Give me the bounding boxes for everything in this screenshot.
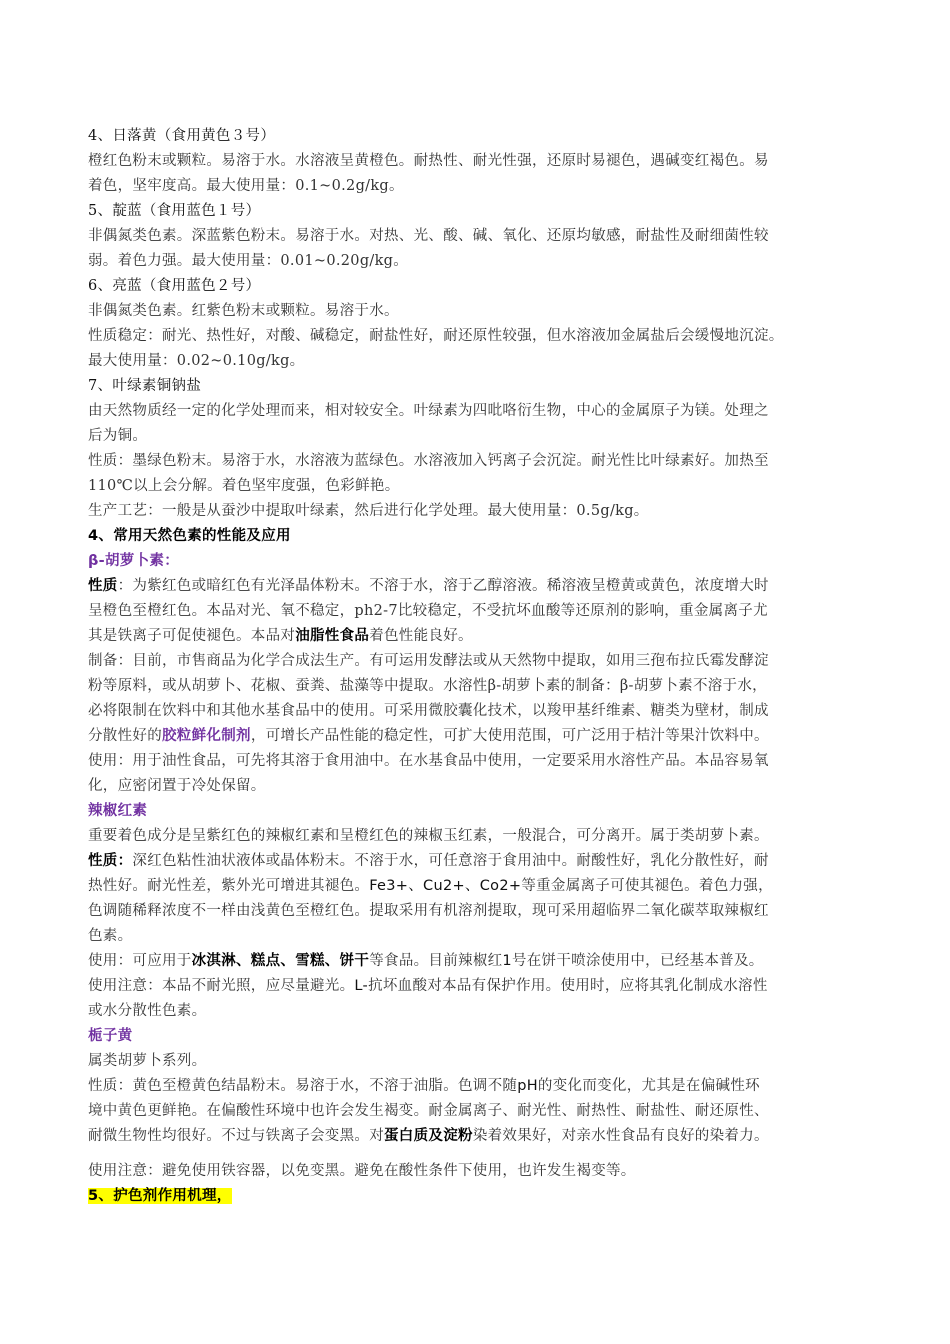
section-title-sunset-yellow: 4、日落黄（食用黄色３号） [88, 128, 276, 144]
paragraph-line: 橙红色粉末或颗粒。易溶于水。水溶液呈黄橙色。耐热性、耐光性强，还原时易褪色，遇碱变红褐色。易 [88, 153, 769, 169]
paragraph-line: 后为铜。 [88, 428, 148, 444]
paragraph-line: 110℃以上会分解。着色坚牢度强，色彩鲜艳。 [88, 478, 400, 494]
emphasis-text: 胶粒鲜化制剂 [162, 728, 251, 744]
spacer [88, 1149, 878, 1159]
paragraph-line: 其是铁离子可促使褪色。本品对油脂性食品着色性能良好。 [88, 628, 473, 644]
paragraph-line: 色调随稀释浓度不一样由浅黄色至橙红色。提取采用有机溶剂提取，现可采用超临界二氧化碳萃取辣椒红 [88, 903, 769, 919]
property-label: 性质 [88, 578, 118, 594]
subheading-capsanthin: 辣椒红素 [88, 803, 148, 819]
paragraph-line: 使用：用于油性食品，可先将其溶于食用油中。在水基食品中使用，一定要采用水溶性产品。本品容易氧 [88, 753, 769, 769]
paragraph-line: 必将限制在饮料中和其他水基食品中的使用。可采用微胶囊化技术，以羧甲基纤维素、糖类为壁材，制成 [88, 703, 769, 719]
paragraph-line: 重要着色成分是呈紫红色的辣椒红素和呈橙红色的辣椒玉红素，一般混合，可分离开。属于类胡萝卜素。 [88, 828, 769, 844]
paragraph-line: 性质稳定：耐光、热性好，对酸、碱稳定，耐盐性好，耐还原性较强，但水溶液加金属盐后会缓慢地沉淀。 [88, 328, 784, 344]
section-title-chlorophyllin: 7、叶绿素铜钠盐 [88, 378, 202, 394]
section-title-brilliant-blue: 6、亮蓝（食用蓝色２号） [88, 278, 261, 294]
subheading-gardenia-yellow: 栀子黄 [88, 1028, 133, 1044]
section-title-indigo: 5、靛蓝（食用蓝色１号） [88, 203, 261, 219]
document-page [88, 124, 878, 1209]
paragraph-line: 使用注意：本品不耐光照，应尽量避光。L-抗坏血酸对本品有保护作用。使用时，应将其乳化制成水溶性 [88, 978, 768, 994]
paragraph-line: 粉等原料，或从胡萝卜、花椒、蚕粪、盐藻等中提取。水溶性β-胡萝卜素的制备：β-胡萝卜素不溶于水， [88, 678, 767, 694]
paragraph-line: 性质：深红色粘性油状液体或晶体粉末。不溶于水，可任意溶于食用油中。耐酸性好，乳化分散性好，耐 [88, 853, 769, 869]
emphasis-text: 油脂性食品 [295, 628, 370, 644]
paragraph-line: 性质：墨绿色粉末。易溶于水，水溶液为蓝绿色。水溶液加入钙离子会沉淀。耐光性比叶绿素好。加热至 [88, 453, 769, 469]
emphasis-text: 蛋白质及淀粉 [384, 1128, 473, 1144]
subheading-beta-carotene: β-胡萝卜素： [88, 553, 179, 569]
paragraph-line: 使用：可应用于冰淇淋、糕点、雪糕、饼干等食品。目前辣椒红1号在饼干喷涂使用中，已经基本普及。 [88, 953, 764, 969]
paragraph-line: 化，应密闭置于冷处保留。 [88, 778, 266, 794]
paragraph-line: 分散性好的胶粒鲜化制剂，可增长产品性能的稳定性，可扩大使用范围，可广泛用于桔汁等果汁饮料中。 [88, 728, 769, 744]
paragraph-line: 制备：目前，市售商品为化学合成法生产。有可运用发酵法或从天然物中提取，如用三孢布拉氏霉发酵淀 [88, 653, 769, 669]
paragraph-line: 耐微生物性均很好。不过与铁离子会变黑。对蛋白质及淀粉染着效果好，对亲水性食品有良好的染着力。 [88, 1128, 769, 1144]
paragraph-line: 由天然物质经一定的化学处理而来，相对较安全。叶绿素为四吡咯衍生物，中心的金属原子为镁。处理之 [88, 403, 769, 419]
highlighted-heading: 5、护色剂作用机理， [88, 1188, 232, 1204]
paragraph-line: 生产工艺：一般是从蚕沙中提取叶绿素，然后进行化学处理。最大使用量：0.5g/kg。 [88, 503, 649, 519]
paragraph-line: 属类胡萝卜系列。 [88, 1053, 207, 1069]
paragraph-line: 非偶氮类色素。红紫色粉末或颗粒。易溶于水。 [88, 303, 399, 319]
emphasis-text: 冰淇淋、糕点、雪糕、饼干 [191, 953, 370, 969]
paragraph-line: 性质：为紫红色或暗红色有光泽晶体粉末。不溶于水，溶于乙醇溶液。稀溶液呈橙黄或黄色，浓度增大时 [88, 578, 769, 594]
paragraph-line: 弱。着色力强。最大使用量：0.01~0.20g/kg。 [88, 253, 409, 269]
section-heading-natural-pigments: 4、常用天然色素的性能及应用 [88, 528, 291, 544]
paragraph-line: 热性好。耐光性差，紫外光可增进其褪色。Fe3+、Cu2+、Co2+等重金属离子可使其褪色。着色力强， [88, 878, 773, 894]
paragraph-line: 使用注意：避免使用铁容器，以免变黑。避免在酸性条件下使用，也许发生褐变等。 [88, 1163, 636, 1179]
section-heading-color-fixative [88, 1184, 878, 1209]
property-label: 性质： [88, 853, 133, 869]
paragraph-line: 非偶氮类色素。深蓝紫色粉末。易溶于水。对热、光、酸、碱、氧化、还原均敏感，耐盐性及耐细菌性较 [88, 228, 769, 244]
paragraph-line: 境中黄色更鲜艳。在偏酸性环境中也许会发生褐变。耐金属离子、耐光性、耐热性、耐盐性、耐还原性、 [88, 1103, 769, 1119]
paragraph-line: 或水分散性色素。 [88, 1003, 207, 1019]
paragraph-line: 性质：黄色至橙黄色结晶粉末。易溶于水，不溶于油脂。色调不随pH的变化而变化，尤其是在偏碱性环 [88, 1078, 760, 1094]
paragraph-line: 呈橙色至橙红色。本品对光、氧不稳定，ph2-7比较稳定，不受抗坏血酸等还原剂的影响，重金属离子尤 [88, 603, 768, 619]
paragraph-line: 色素。 [88, 928, 133, 944]
paragraph-line: 着色，坚牢度高。最大使用量：0.1~0.2g/kg。 [88, 178, 404, 194]
paragraph-line: 最大使用量：0.02~0.10g/kg。 [88, 353, 305, 369]
